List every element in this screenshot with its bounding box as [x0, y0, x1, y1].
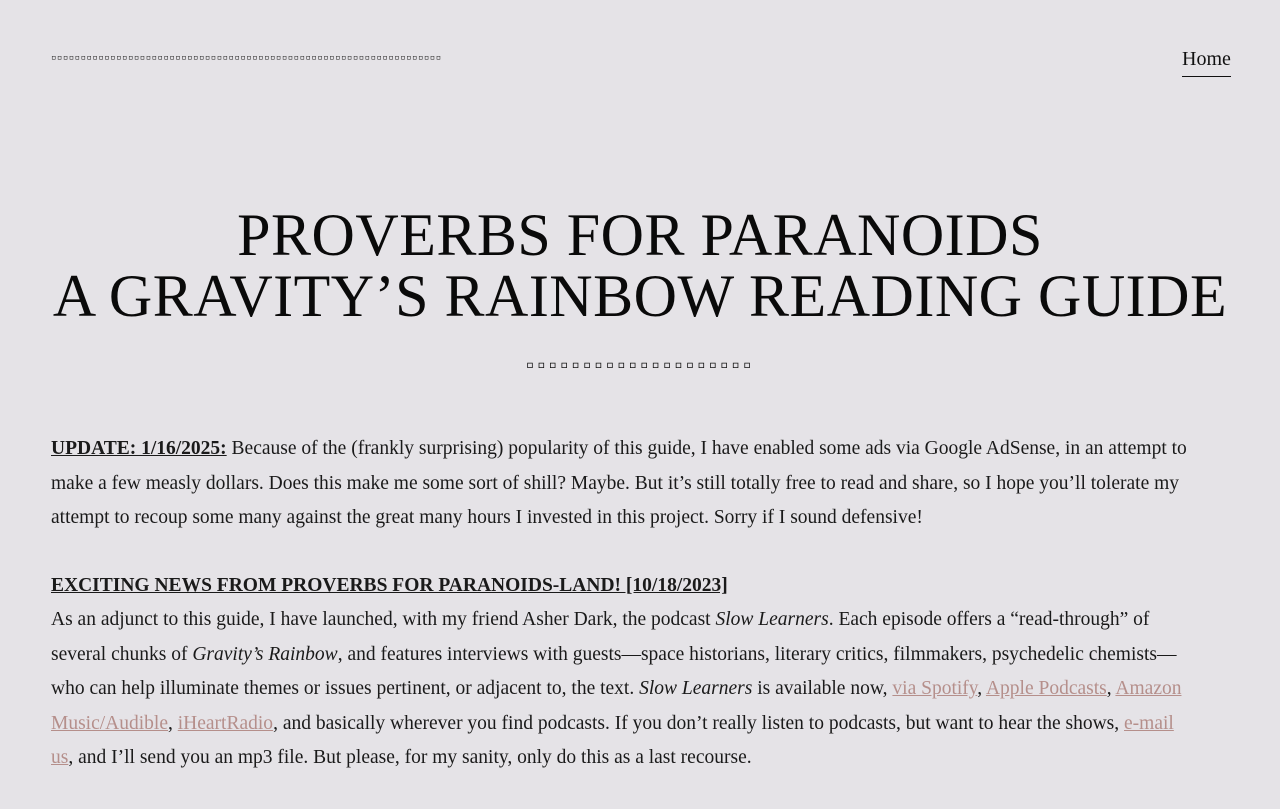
nav-home-link[interactable]: Home — [1182, 46, 1231, 77]
podcast-name-2: Slow Learners — [639, 678, 753, 699]
news-text-5: , and basically wherever you find podcasts. If you don’t really listen to podcasts, but want to hear the shows, — [273, 712, 1125, 734]
news-heading: EXCITING NEWS FROM PROVERBS FOR PARANOIDS-LAND! [10/18/2023] — [51, 574, 728, 596]
title-line-1: PROVERBS FOR PARANOIDS — [237, 202, 1043, 268]
spotify-link[interactable]: via Spotify — [892, 678, 978, 699]
news-text-4: is available now, — [752, 678, 893, 699]
title-line-2: A GRAVITY’S RAINBOW READING GUIDE — [52, 263, 1228, 329]
apple-podcasts-link[interactable]: Apple Podcasts — [985, 678, 1107, 699]
site-title[interactable]: ▫▫▫▫▫▫▫▫▫▫▫▫▫▫▫▫▫▫▫▫▫▫▫▫▫▫▫▫▫▫▫▫▫▫▫▫▫▫▫▫▫▫▫▫▫▫▫▫▫▫▫▫▫▫▫▫▫▫▫▫▫▫▫▫▫▫ — [51, 53, 442, 63]
separator: , — [1106, 678, 1116, 699]
news-text-1: As an adjunct to this guide, I have launched, with my friend Asher Dark, the podcast — [51, 609, 716, 630]
news-text-3: , and features interviews with guests—space historians, literary critics, filmmakers, psychedelic chemists—who can help illuminate themes or issues pertinent, or adjacent to, the text. — [51, 643, 1177, 699]
news-text-2: . Each episode offers a “read-through” of several chunks of — [51, 609, 1150, 665]
page-title — [0, 202, 1280, 329]
podcast-name: Slow Learners — [715, 609, 829, 630]
separator: , — [168, 712, 178, 734]
news-paragraph — [51, 569, 1191, 776]
book-title: Gravity’s Rainbow — [192, 643, 338, 665]
update-label: UPDATE: 1/16/2025: — [51, 438, 227, 459]
amazon-music-link[interactable]: Amazon Music/Audible — [51, 678, 1182, 734]
page-subtitle: ▫▫▫▫▫▫▫▫▫▫▫▫▫▫▫▫▫▫▫▫ — [525, 357, 755, 373]
email-link[interactable]: e-mail us — [51, 712, 1174, 768]
separator: , — [977, 678, 986, 699]
update-text: Because of the (frankly surprising) popularity of this guide, I have enabled some ads via Google AdSense, in an attempt to make a few measly dollars. Does this make me some sort of shill? Maybe. But it’s still totally free to read and share, so I hope you’ll tolerate my attempt to recoup some many against the great many hours I invested in this project. Sorry if I sound defensive! — [51, 438, 1187, 528]
news-text-6: , and I’ll send you an mp3 file. But please, for my sanity, only do this as a last recourse. — [68, 747, 752, 768]
iheartradio-link[interactable]: iHeartRadio — [177, 712, 274, 734]
update-paragraph — [51, 432, 1191, 536]
main-content — [51, 432, 1191, 809]
